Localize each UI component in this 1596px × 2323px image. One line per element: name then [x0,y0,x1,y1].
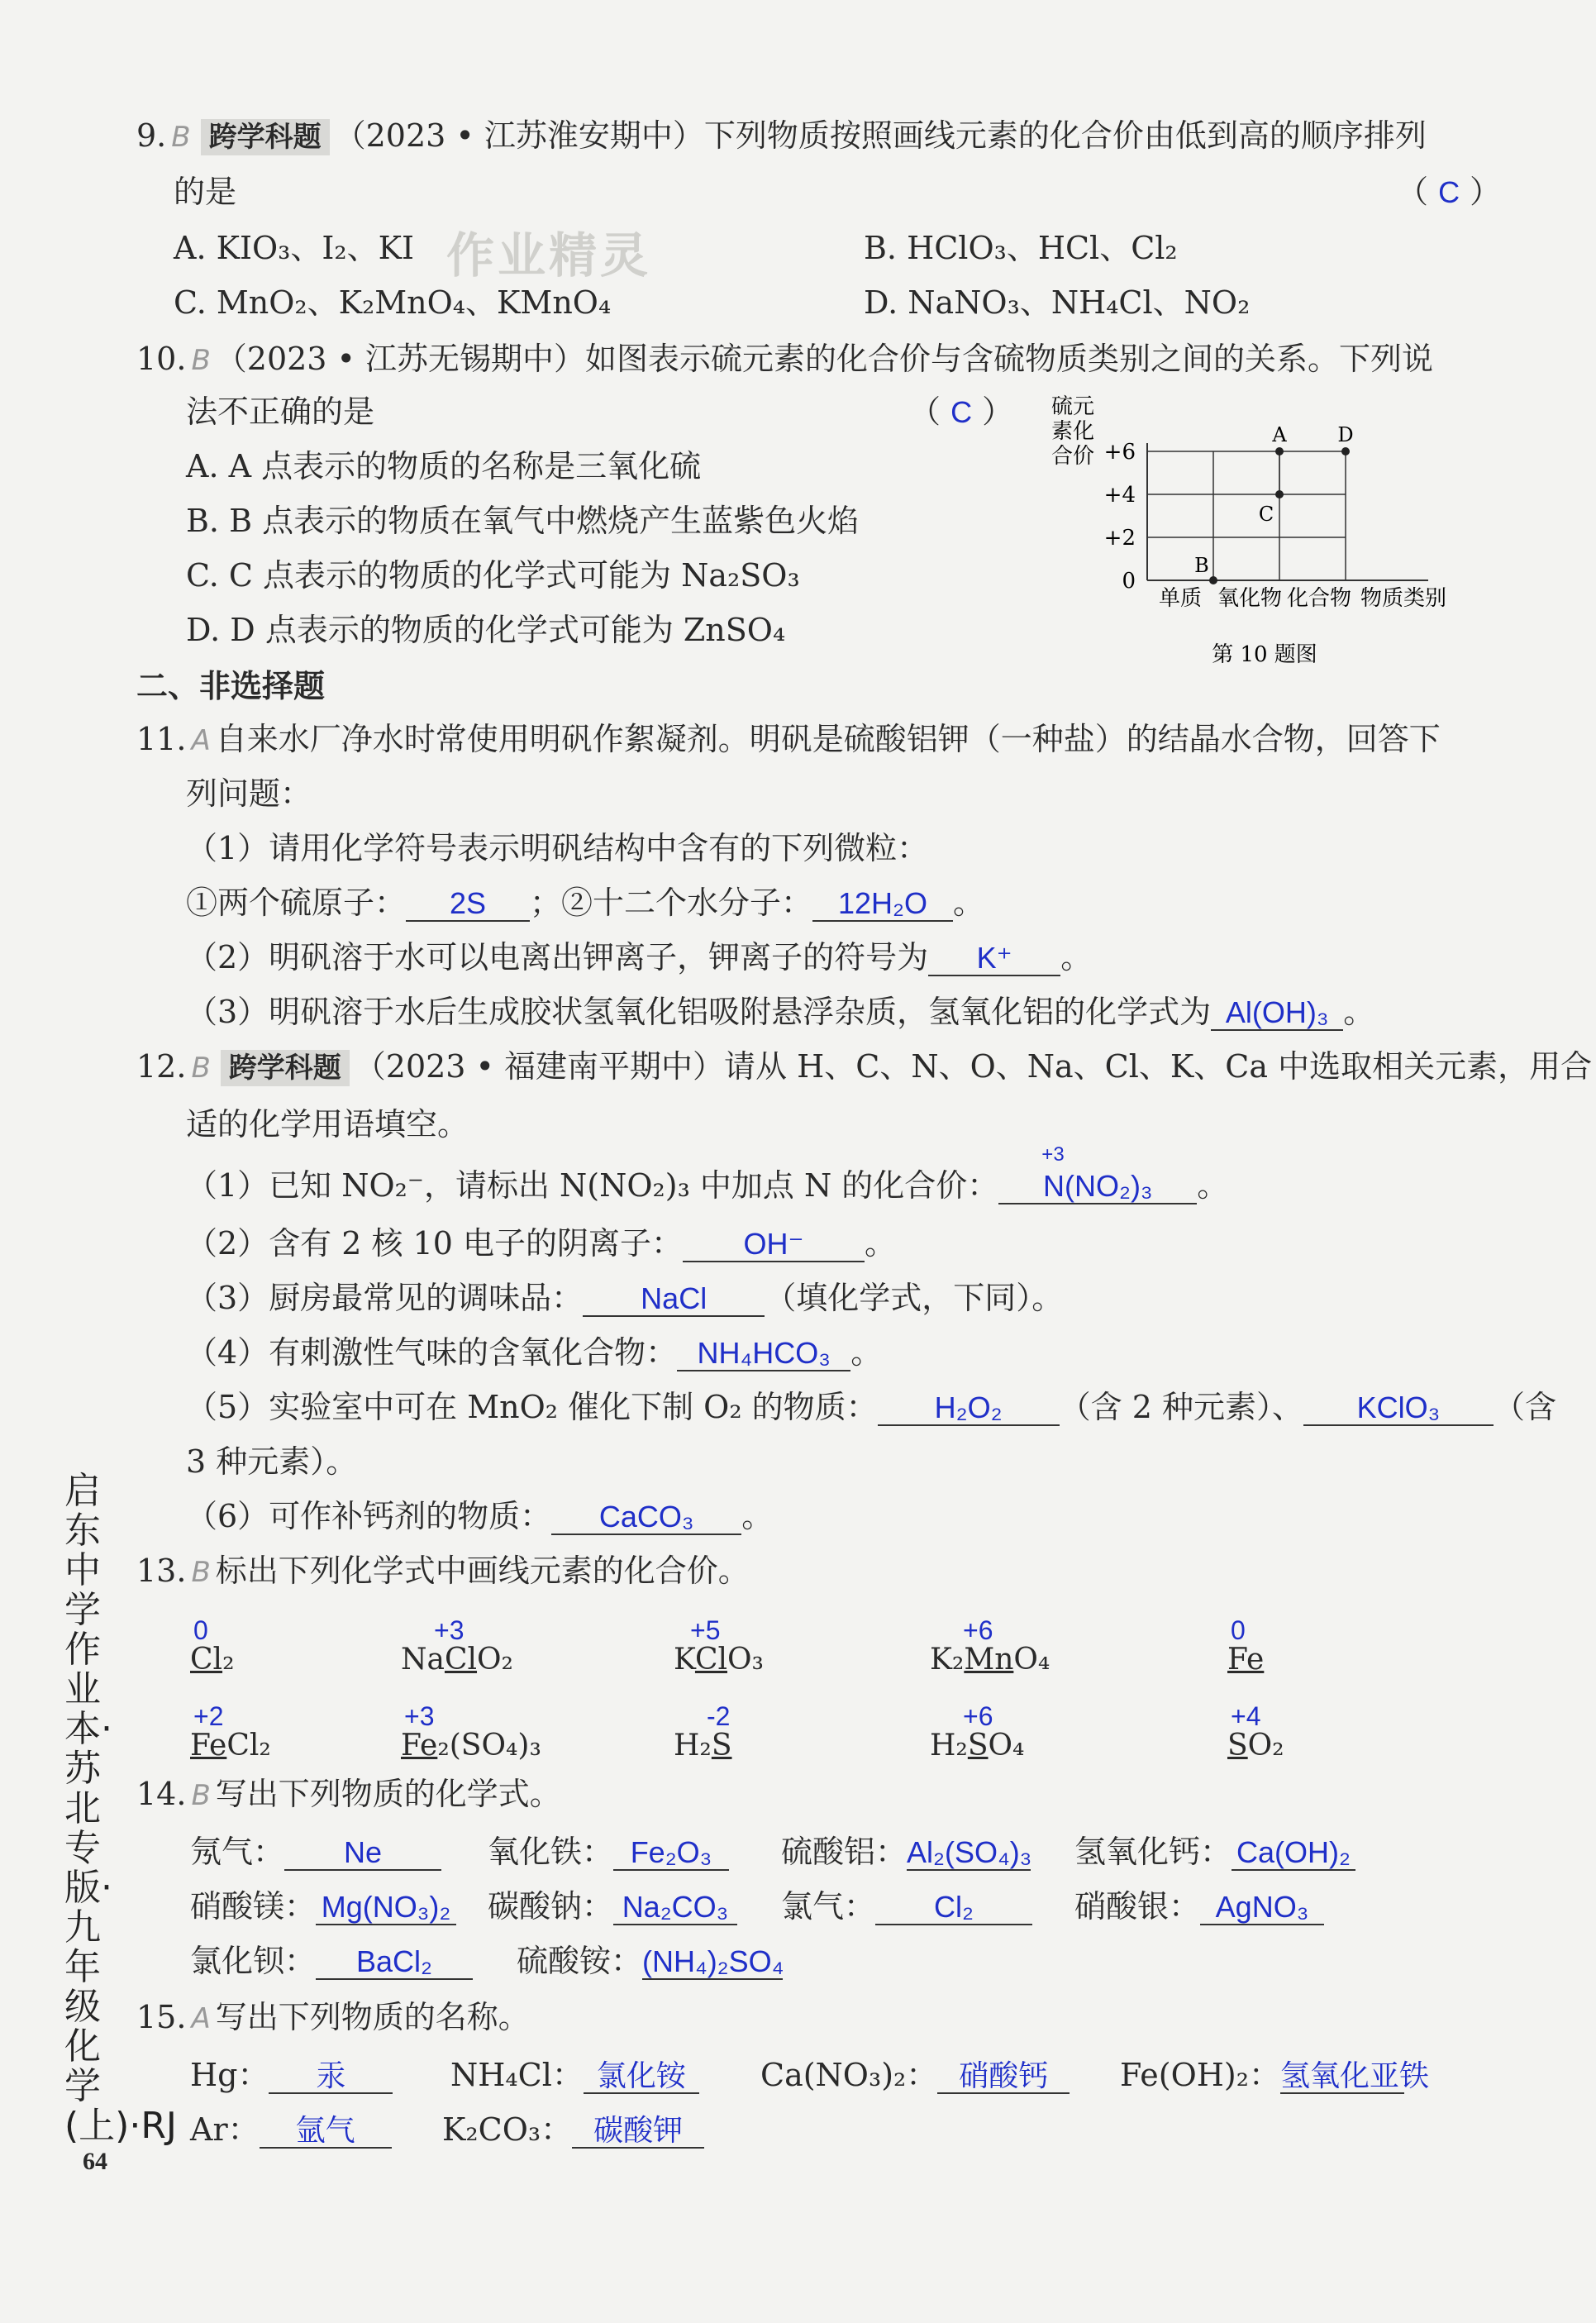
q15-item [1120,2055,1429,2095]
q10-option-c: C. C 点表示的物质的化学式可能为 Na₂SO₃ [186,557,800,594]
q13-formula-item [674,1703,732,1763]
q10-number: 10. [136,341,187,377]
q10-option-b: B. B 点表示的物质在氧气中燃烧产生蓝紫色火焰 [186,503,860,539]
point-D [1341,447,1350,456]
q15-stem-line [136,1997,530,2039]
q10-option-a: A. A 点表示的物质的名称是三氧化硫 [186,448,702,484]
q12-stem-line [136,1047,1592,1088]
q13-formula-item [190,1703,271,1763]
q15-item-label: Fe(OH)₂： [1120,2057,1280,2093]
x-tick-label: 氧化物 [1217,586,1283,611]
q11-number: 11. [136,721,187,757]
q9-number: 9. [136,117,167,154]
y-tick-label: +6 [1103,440,1136,465]
q14-item [781,1832,1031,1872]
q12-stem: （2023 • 福建南平期中）请从 H、C、N、O、Na、Cl、K、Ca 中选取相关元素，用合 [354,1048,1593,1085]
q13-valence-answer: -2 [707,1701,731,1731]
q15-level: A [191,2002,211,2035]
chart-ylabel [1051,394,1094,469]
q12-number: 12. [136,1048,187,1085]
q13-formula: Fe [1227,1643,1265,1677]
q14-item-label: 氖气： [190,1834,285,1870]
q15-item-label: NH₄Cl： [450,2057,584,2093]
q14-item-answer: AgNO₃ [1200,1891,1324,1925]
q14-item-label: 氢氧化钙： [1074,1834,1232,1870]
q11-answer-1b: 12H₂O [812,887,953,922]
q15-item [190,2110,392,2149]
q15-item-label: K₂CO₃： [442,2111,573,2148]
q12-answer-3: NaCl [583,1282,765,1317]
q11-answer-2: K⁺ [928,942,1060,976]
q14-item-answer: Mg(NO₃)₂ [316,1891,456,1925]
q13-valence-answer: +6 [963,1615,993,1645]
q15-item [760,2055,1070,2095]
q12-period: 。 [850,1334,883,1371]
q10-option-d: D. D 点表示的物质的化学式可能为 ZnSO₄ [186,612,786,648]
q12-part5-label: （5）实验室中可在 MnO₂ 催化下制 O₂ 的物质： [186,1389,878,1425]
q10-answer-bracket: （ C ） [909,394,1014,430]
q12-part6-line [186,1496,773,1536]
q15-item-answer: 氢氧化亚铁 [1279,2058,1429,2092]
q9-option-a: A. KIO₃、I₂、KI [174,230,415,266]
q15-item-answer: 汞 [269,2059,393,2094]
q9-option-b: B. HClO₃、HCl、Cl₂ [864,230,1178,266]
q15-item-answer: 氩气 [260,2114,392,2149]
q13-formula: SO₂ [1227,1729,1284,1763]
y-tick-label: 0 [1122,569,1136,594]
x-tick-label: 单质 [1158,586,1203,611]
q12-part3-line [186,1278,1063,1318]
q12-part4-label: （4）有刺激性气味的含氧化合物： [186,1334,678,1371]
q12-part3-note: （填化学式，下同）。 [765,1280,1064,1316]
q11-part1b-label: ；②十二个水分子： [530,885,813,921]
q10-level: B [191,344,211,377]
q15-item [442,2110,704,2149]
q13-valence-answer: +4 [1231,1701,1261,1731]
q12-period: 。 [1197,1167,1229,1204]
q12-part1-line [186,1143,1229,1205]
q14-item-label: 氧化铁： [488,1834,614,1870]
q13-valence-answer: 0 [193,1615,208,1645]
q15-item-label: Ca(NO₃)₂： [760,2057,938,2093]
q12-part5-note2: （含 [1494,1389,1557,1425]
q12-period: 。 [741,1498,774,1534]
q13-formula: NaClO₂ [401,1643,513,1677]
q13-formula-item [674,1617,764,1677]
q13-formula-item [401,1703,541,1763]
q9-option-c: C. MnO₂、K₂MnO₄、KMnO₄ [174,284,612,321]
q14-item-answer: Fe₂O₃ [613,1836,729,1871]
q13-stem-line [136,1551,750,1592]
q13-formula-item [1227,1703,1284,1763]
q14-number: 14. [136,1776,187,1812]
q10-stem: （2023 • 江苏无锡期中）如图表示硫元素的化合价与含硫物质类别之间的关系。下列说 [215,341,1434,377]
q13-formula-item [401,1617,513,1677]
q13-valence-answer: +2 [193,1701,224,1731]
q10-stem2: 法不正确的是 [186,394,375,430]
q14-item [488,1887,737,1926]
point-label-D: D [1337,423,1354,446]
q14-item [781,1887,1032,1926]
q13-formula: H₂S [674,1729,732,1763]
point-label-A: A [1272,423,1287,446]
q12-answer-1-formula: N(NO₂)₃ [1042,1169,1153,1203]
point-A [1275,447,1284,456]
q15-number: 15. [136,1999,187,2035]
q9-answer-bracket: （ C ） [1397,174,1502,210]
q11-answer-1a: 2S [406,887,530,922]
y-tick-label: +2 [1103,526,1136,551]
q12-part2-line [186,1224,896,1263]
q11-part1a-label: ①两个硫原子： [186,885,407,921]
q14-level: B [191,1779,211,1812]
q13-formula: Fe₂(SO₄)₃ [401,1729,541,1763]
q11-part3-line [186,992,1374,1032]
page-number: 64 [83,2148,107,2175]
q11-period: 。 [1060,939,1093,975]
point-label-B: B [1194,554,1209,577]
q14-item [190,1941,473,1981]
q12-part6-label: （6）可作补钙剂的物质： [186,1498,552,1534]
ylabel-line3: 合价 [1051,444,1095,469]
q11-part1: （1）请用化学符号表示明矾结构中含有的下列微粒： [186,830,929,866]
q11-part3-label: （3）明矾溶于水后生成胶状氢氧化铝吸附悬浮杂质，氢氧化铝的化学式为 [186,994,1212,1030]
q15-item-answer: 碳酸钾 [572,2114,704,2149]
q13-valence-answer: +5 [690,1615,721,1645]
q11-answer-3: Al(OH)₃ [1211,996,1343,1031]
q14-item [517,1941,783,1981]
q12-part5-note: （含 2 种元素）、 [1059,1389,1303,1425]
point-C [1275,490,1284,498]
q15-item-answer: 硝酸钙 [937,2059,1070,2094]
q11-part1-line [186,883,984,923]
point-label-C: C [1258,503,1274,526]
q11-period: 。 [953,885,985,921]
q13-level: B [191,1556,211,1589]
q14-item [1074,1832,1355,1872]
q14-item-label: 硫酸铵： [517,1943,643,1979]
q10-stem-line [136,339,1433,380]
q13-formula: K₂MnO₄ [930,1643,1051,1677]
x-axis-label: 物质类别 [1360,586,1447,611]
q9-stem2: 的是 [174,174,237,210]
q14-item-answer: Ne [284,1836,441,1871]
chart-caption: 第 10 题图 [1212,642,1317,667]
q14-item [1074,1887,1324,1926]
q14-item-label: 氯气： [781,1888,876,1925]
watermark-text: 作业精灵 [446,227,652,284]
q12-part5-cont: 3 种元素）。 [186,1443,358,1480]
q15-item [190,2055,393,2095]
q11-stem-line [136,719,1441,761]
q9-stem-line [136,116,1427,157]
q11-part2-line [186,937,1092,977]
q11-stem: 自来水厂净水时常使用明矾作絮凝剂。明矾是硫酸铝钾（一种盐）的结晶水合物，回答下 [215,721,1441,757]
q12-part3-label: （3）厨房最常见的调味品： [186,1280,584,1316]
q12-answer-5a: H₂O₂ [878,1391,1060,1426]
q14-item-answer: Ca(OH)₂ [1232,1836,1355,1871]
q14-item-answer: Na₂CO₃ [613,1891,737,1925]
q9-level: B [171,121,191,154]
q14-item-answer: BaCl₂ [316,1945,473,1980]
q13-formula-item [930,1703,1024,1763]
q12-period: 。 [865,1225,897,1262]
q12-part5-line [186,1387,1556,1427]
q14-item-label: 碳酸钠： [488,1888,614,1925]
ylabel-line2: 素化 [1051,419,1095,444]
q12-part2-label: （2）含有 2 核 10 电子的阴离子： [186,1225,684,1262]
valence-chart [1025,389,1521,674]
q14-item-label: 氯化钡： [190,1943,317,1979]
q12-part1-label: （1）已知 NO₂⁻，请标出 N(NO₂)₃ 中加点 N 的化合价： [186,1167,999,1204]
q12-part4-line [186,1333,882,1372]
q9-tag: 跨学科题 [201,119,330,155]
q13-formula-item [1227,1617,1264,1677]
q13-formula: FeCl₂ [190,1729,271,1763]
q9-answer: C [1438,175,1460,209]
q12-answer-5b: KClO₃ [1303,1391,1494,1426]
q13-valence-answer: 0 [1231,1615,1246,1645]
q14-item [190,1832,441,1872]
q13-formula-item [190,1617,235,1677]
q13-formula-item [930,1617,1050,1677]
q11-period: 。 [1343,994,1375,1030]
q14-stem-line [136,1774,561,1815]
q13-number: 13. [136,1553,187,1589]
q9-option-d: D. NaNO₃、NH₄Cl、NO₂ [864,284,1251,321]
q12-answer-4: NH₄HCO₃ [677,1337,850,1371]
q13-formula: H₂SO₄ [930,1729,1025,1763]
x-tick-label: 化合物 [1286,586,1352,611]
q12-level: B [191,1052,211,1085]
q15-stem: 写出下列物质的名称。 [215,1999,530,2035]
q13-formula: KClO₃ [674,1643,764,1677]
q14-item-answer: Al₂(SO₄)₃ [907,1835,1032,1869]
q9-stem: （2023 • 江苏淮安期中）下列物质按照画线元素的化合价由低到高的顺序排列 [334,117,1427,154]
q14-item-answer: (NH₄)₂SO₄ [642,1944,784,1978]
q14-stem: 写出下列物质的化学式。 [215,1776,561,1812]
q13-stem: 标出下列化学式中画线元素的化合价。 [215,1553,750,1589]
q12-answer-1-valence: +3 [1041,1143,1065,1166]
q14-item [488,1832,729,1872]
q13-valence-answer: +3 [434,1615,465,1645]
q12-tag: 跨学科题 [221,1050,350,1086]
q14-item-label: 硫酸铝： [781,1834,908,1870]
section-heading: 二、非选择题 [136,668,326,704]
q13-formula: Cl₂ [190,1643,235,1677]
q13-valence-answer: +3 [404,1701,435,1731]
q12-answer-1 [998,1143,1197,1204]
q12-stem2: 适的化学用语填空。 [186,1106,469,1142]
q14-item-label: 硝酸银： [1074,1888,1201,1925]
q12-answer-2: OH⁻ [683,1228,865,1262]
q11-level: A [191,724,211,757]
q11-stem2: 列问题： [186,775,312,812]
q11-part2-label: （2）明矾溶于水可以电离出钾离子，钾离子的符号为 [186,939,929,975]
q15-item [450,2055,699,2095]
side-book-title: 启东中学作业本·苏北专版·九年级化学(上)·RJ [64,1470,177,2147]
q14-item [190,1887,456,1926]
q14-item-answer: Cl₂ [875,1891,1032,1925]
q14-item-label: 硝酸镁： [190,1888,317,1925]
point-B [1209,576,1217,584]
q10-answer: C [950,395,973,429]
q15-item-answer: 氯化铵 [584,2059,699,2094]
ylabel-line1: 硫元 [1051,394,1095,419]
q13-valence-answer: +6 [963,1701,993,1731]
y-tick-label: +4 [1103,483,1136,508]
q15-item-label: Hg： [190,2057,269,2093]
q12-answer-6: CaCO₃ [551,1500,741,1535]
q15-item-label: Ar： [190,2111,260,2148]
